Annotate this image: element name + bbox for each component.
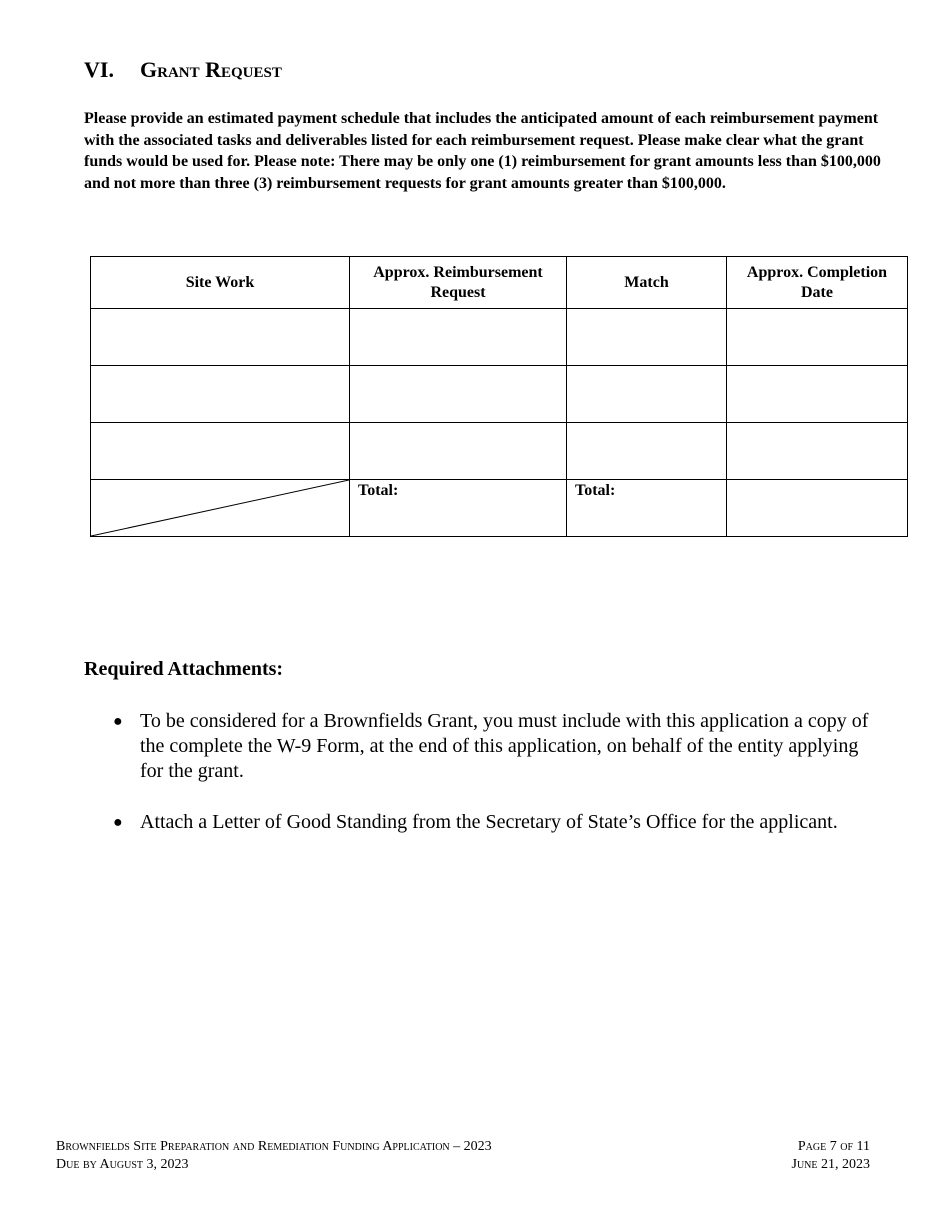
completion-date-cell[interactable]	[727, 423, 908, 480]
diagonal-line	[91, 480, 349, 536]
site-work-cell[interactable]	[91, 366, 350, 423]
intro-instructions: Please provide an estimated payment schedule that includes the anticipated amount of each reimbursement payment with the associated tasks and deliverables listed for each reimbursement request. Please make clear what the grant funds would be used for. Please note: There may be only one (1) reimbursement for grant amounts less than $100,000 and not more than three (3) reimbursement requests for grant amounts greater than $100,000.	[84, 110, 881, 192]
match-cell[interactable]	[567, 423, 727, 480]
site-work-cell[interactable]	[91, 309, 350, 366]
header-site-work: Site Work	[91, 257, 350, 309]
footer-revision-date: June 21, 2023	[791, 1157, 870, 1172]
attachment-text: To be considered for a Brownfields Grant, you must include with this application a copy of the complete the W-9 Form, at the end of this application, on behalf of the entity applying for the grant.	[140, 710, 869, 782]
totals-row	[91, 480, 908, 537]
list-item	[84, 709, 884, 784]
match-cell[interactable]	[567, 366, 727, 423]
match-total-cell[interactable]	[567, 480, 727, 537]
match-cell[interactable]	[567, 309, 727, 366]
reimbursement-cell[interactable]	[350, 309, 567, 366]
section-title	[84, 57, 282, 83]
grant-request-table	[90, 256, 908, 537]
header-match: Match	[567, 257, 727, 309]
match-total-label: Total:	[575, 482, 616, 499]
completion-date-cell[interactable]	[727, 366, 908, 423]
footer-due-date: Due by August 3, 2023	[56, 1157, 189, 1172]
completion-date-cell[interactable]	[727, 309, 908, 366]
reimbursement-total-cell[interactable]	[350, 480, 567, 537]
diagonal-blank-cell	[91, 480, 350, 537]
header-reimbursement-request: Approx. Reimbursement Request	[350, 257, 567, 309]
required-attachments-heading: Required Attachments:	[84, 658, 284, 680]
footer-doc-title: Brownfields Site Preparation and Remediation Funding Application – 2023	[56, 1139, 492, 1154]
table-row	[91, 366, 908, 423]
reimbursement-total-label: Total:	[358, 482, 399, 499]
footer-right	[760, 1138, 870, 1174]
footer-page-number: Page 7 of 11	[797, 1139, 870, 1154]
reimbursement-cell[interactable]	[350, 423, 567, 480]
reimbursement-cell[interactable]	[350, 366, 567, 423]
completion-total-cell[interactable]	[727, 480, 908, 537]
bullet-icon: ●	[113, 713, 123, 730]
header-completion-date: Approx. Completion Date	[727, 257, 908, 309]
attachment-text: Attach a Letter of Good Standing from the Secretary of State’s Office for the applicant.	[140, 811, 838, 833]
table-row	[91, 423, 908, 480]
table-header-row	[91, 257, 908, 309]
table-row	[91, 309, 908, 366]
section-number: VI.	[84, 57, 114, 82]
bullet-icon: ●	[113, 814, 123, 831]
list-item	[84, 810, 884, 835]
attachments-list	[84, 709, 884, 861]
footer-left	[56, 1138, 492, 1174]
section-name: Grant Request	[140, 57, 282, 82]
site-work-cell[interactable]	[91, 423, 350, 480]
